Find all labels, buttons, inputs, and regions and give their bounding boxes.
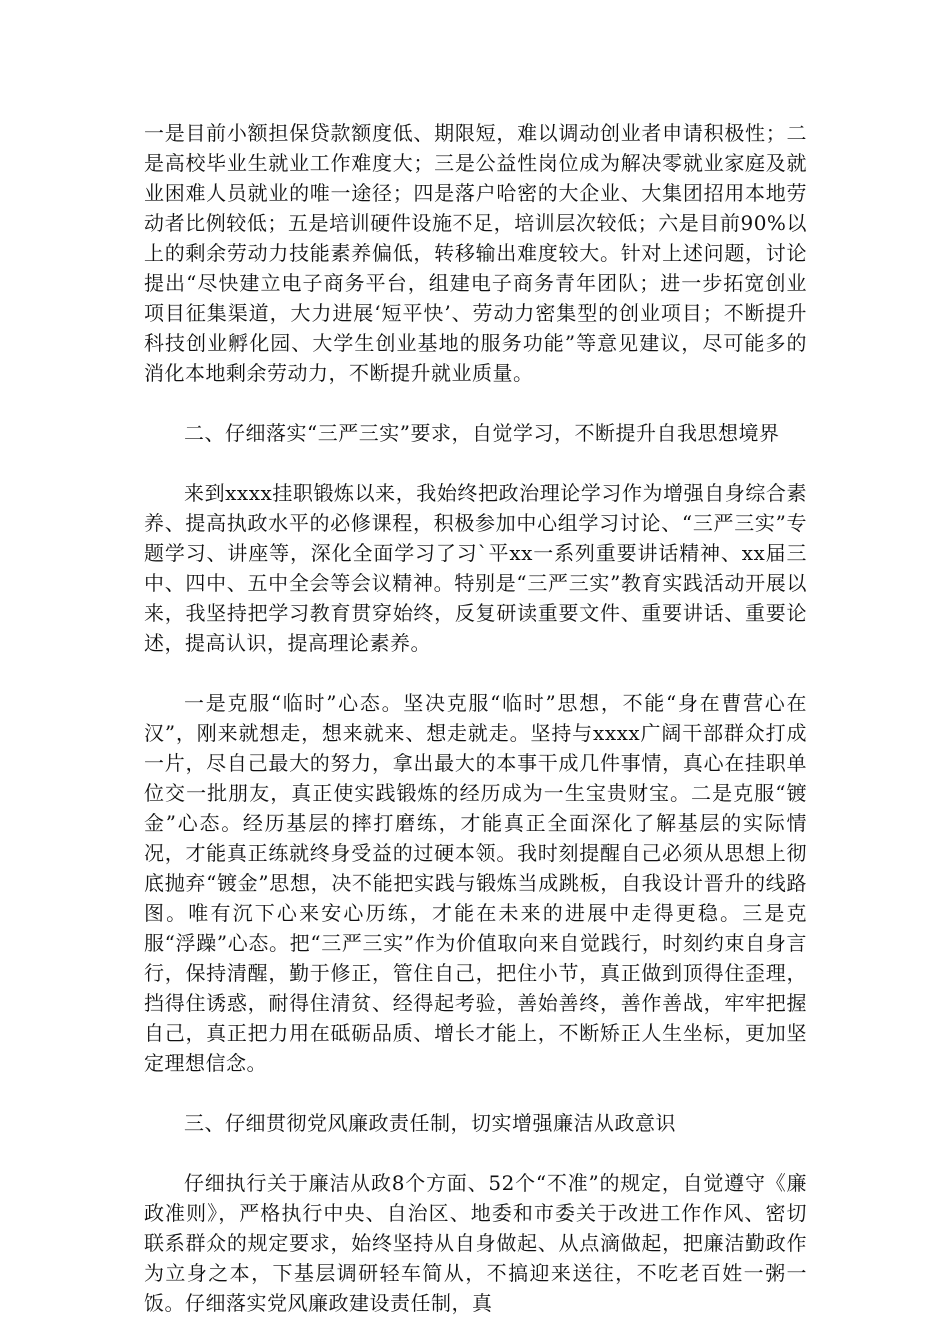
section-heading-two: 二、仔细落实“三严三实”要求，自觉学习，不断提升自我思想境界 — [184, 421, 780, 445]
section-heading-three: 三、仔细贯彻党风廉政责任制，切实增强廉洁从政意识 — [184, 1111, 676, 1135]
paragraph-mindset: 一是克服“临时”心态。坚决克服“临时”思想，不能“身在曹营心在汉”，刚来就想走，想来就来、想走就走。坚持与xxxx广阔干部群众打成一片，尽自己最大的努力，拿出最大的本事干成几件事情，真心在挂职单位交一批朋友，真正使实践锻炼的经历成为一生宝贵财宝。二是克服“镀金”心态。经历基层的摔打磨练，才能真正全面深化了解基层的实际情况，才能真正练就终身受益的过硬本领。我时刻提醒自己必须从思想上彻底抛弃“镀金”思想，决不能把实践与锻炼当成跳板，自我设计晋升的线路图。唯有沉下心来安心历练，才能在未来的进展中走得更稳。三是克服“浮躁”心态。把“三严三实”作为价值取向来自觉践行，时刻约束自身言行，保持清醒，勤于修正，管住自己，把住小节，真正做到顶得住歪理，挡得住诱惑，耐得住清贫、经得起考验，善始善终，善作善战，牢牢把握自己，真正把力用在砥砺品质、增长才能上，不断矫正人生坐标，更加坚定理想信念。 — [144, 691, 807, 1075]
paragraph-study: 来到xxxx挂职锻炼以来，我始终把政治理论学习作为增强自身综合素养、提高执政水平的必修课程，积极参加中心组学习讨论、“三严三实”专题学习、讲座等，深化全面学习了习`平xx一系列重要讲话精神、xx届三中、四中、五中全会等会议精神。特别是“三严三实”教育实践活动开展以来，我坚持把学习教育贯穿始终，反复研读重要文件、重要讲话、重要论述，提高认识，提高理论素养。 — [144, 481, 807, 655]
paragraph-employment-issues: 一是目前小额担保贷款额度低、期限短，难以调动创业者申请积极性；二是高校毕业生就业工作难度大；三是公益性岗位成为解决零就业家庭及就业困难人员就业的唯一途径；四是落户哈密的大企业、大集团招用本地劳动者比例较低；五是培训硬件设施不足，培训层次较低；六是目前90%以上的剩余劳动力技能素养偏低，转移输出难度较大。针对上述问题，讨论提出“尽快建立电子商务平台，组建电子商务青年团队；进一步拓宽创业项目征集渠道，大力进展‘短平快’、劳动力密集型的创业项目；不断提升科技创业孵化园、大学生创业基地的服务功能”等意见建议，尽可能多的消化本地剩余劳动力，不断提升就业质量。 — [144, 121, 807, 385]
paragraph-integrity: 仔细执行关于廉洁从政8个方面、52个“不准”的规定，自觉遵守《廉政准则》，严格执行中央、自治区、地委和市委关于改进工作作风、密切联系群众的规定要求，始终坚持从自身做起、从点滴做起，把廉洁勤政作为立身之本，下基层调研轻车简从，不搞迎来送往，不吃老百姓一粥一饭。仔细落实党风廉政建设责任制，真 — [144, 1171, 807, 1315]
document-page — [144, 118, 807, 1318]
